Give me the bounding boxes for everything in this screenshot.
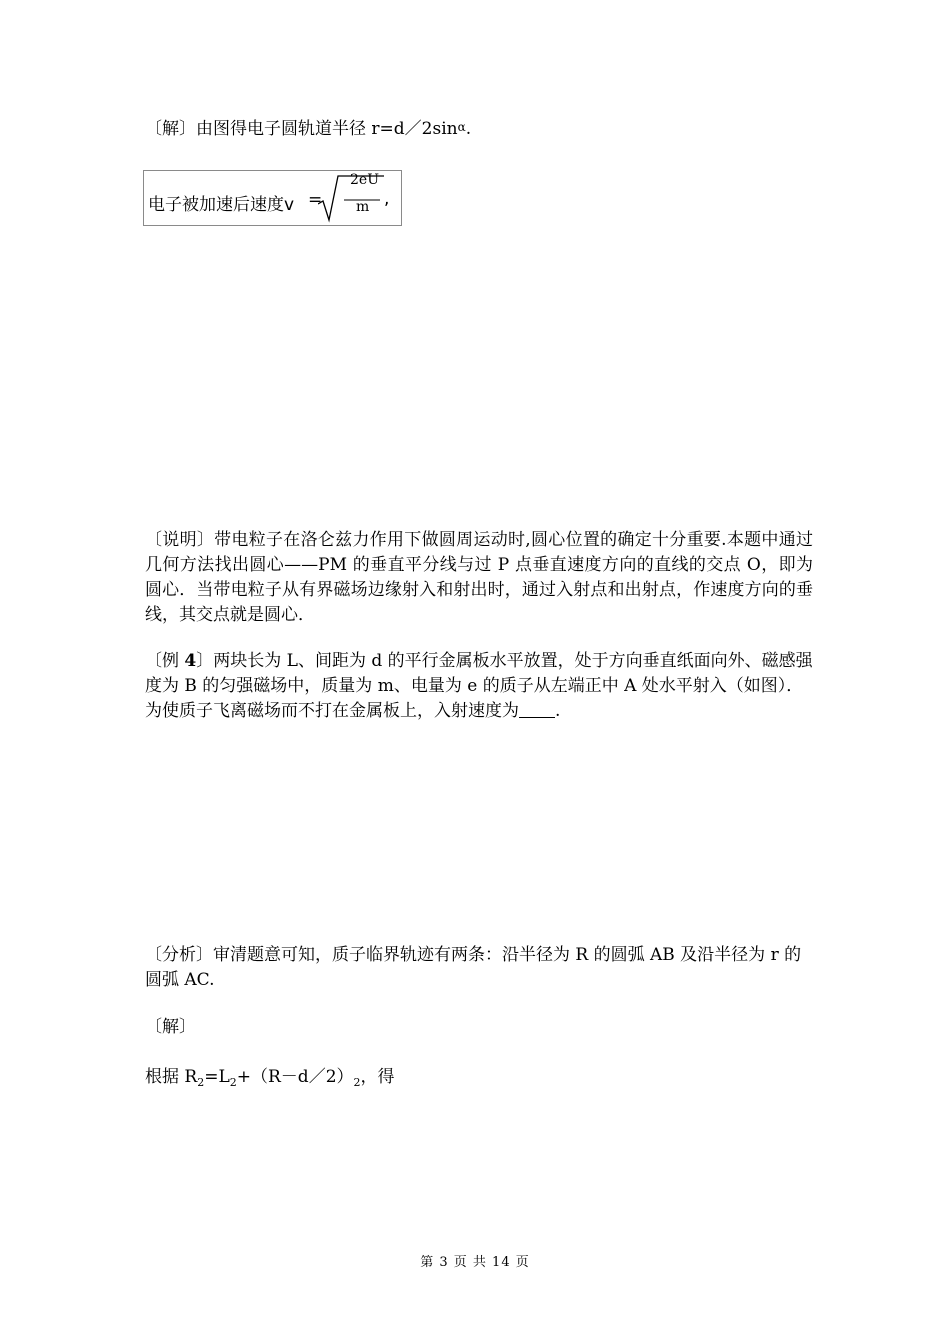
- solution-radius-line: 〔解〕由图得电子圆轨道半径 r=d／2sinα.: [145, 119, 472, 139]
- answer-blank: [519, 699, 555, 718]
- example-number: 4: [184, 651, 197, 671]
- example-4-paragraph: 〔例 4〕两块长为 L、间距为 d 的平行金属板水平放置，处于方向垂直纸面向外、磁感强度为 B 的匀强磁场中，质量为 m、电量为 e 的质子从左端正中 A 处水平射入（如图）．为使质子飞离磁场而不打在金属板上，入射速度为 .: [145, 651, 813, 721]
- analysis-paragraph: 〔分析〕审清题意可知，质子临界轨迹有两条：沿半径为 R 的圆弧 AB 及沿半径为 r 的圆弧 AC.: [145, 945, 802, 990]
- equation-line: 根据 $R_2=L_2+(R-d/2)_2$，得: [145, 1067, 395, 1089]
- page-footer: 第 3 页 共 14 页: [420, 1255, 530, 1270]
- formula-numerator: 2eU: [350, 172, 379, 188]
- alpha-symbol: α: [457, 120, 466, 134]
- explanation-paragraph: 〔说明〕带电粒子在洛仑兹力作用下做圆周运动时,圆心位置的确定十分重要.本题中通过几何方法找出圆心——PM 的垂直平分线与过 P 点垂直速度方向的直线的交点 O，即为圆心．当带电粒子从有界磁场边缘射入和射出时，通过入射点和出射点，作速度方向的垂线，其交点就是圆心．: [145, 530, 813, 625]
- formula-equals: =: [308, 190, 323, 210]
- formula-comma: ,: [384, 189, 390, 209]
- formula-text: 电子被加速后速度v: [148, 195, 295, 215]
- velocity-formula-image: [143, 170, 402, 226]
- formula-denominator: m: [356, 199, 370, 215]
- solution-label: 〔解〕: [145, 1017, 196, 1037]
